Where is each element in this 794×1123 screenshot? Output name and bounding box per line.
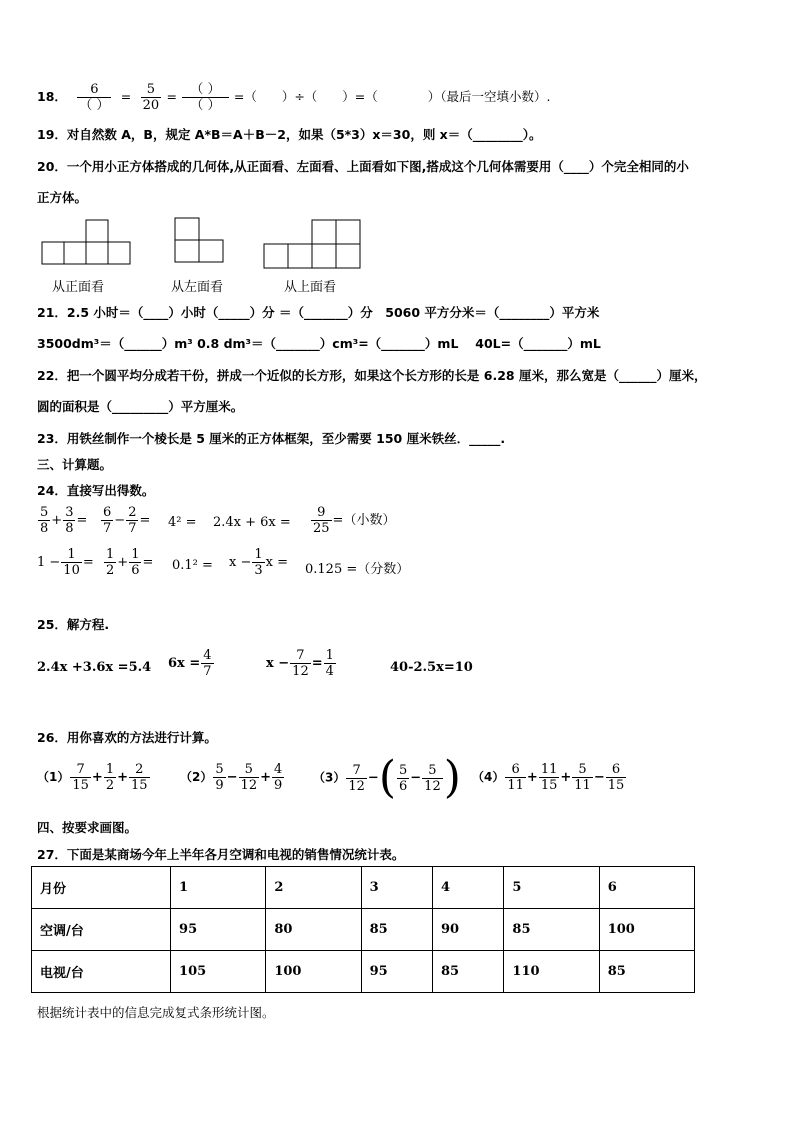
q18-fraction-3: $\frac{( )}{( )}$ xyxy=(182,82,228,113)
q26-p4: （4） $\frac{6}{11}$ + $\frac{11}{15}$ + $\frac{5}{11}$ − $\frac{6}{15}$ xyxy=(472,762,625,793)
q24-r1-item1: $\frac{5}{8}$ + $\frac{3}{8}$ = xyxy=(40,505,88,536)
top-view-label: 从上面看 xyxy=(284,280,337,295)
q19: 19．对自然数 A，B，规定 A*B＝A＋B－2，如果（5*3）x＝30，则 x＝（________）。 xyxy=(37,127,542,142)
q24-r1-item4: 2.4x + 6x = xyxy=(213,515,291,530)
q24-title: 24．直接写出得数。 xyxy=(37,483,155,498)
q25-eq2: 6x = $\frac{4}{7}$ xyxy=(168,648,212,679)
q22-line2: 圆的面积是（_________）平方厘米。 xyxy=(37,399,244,414)
left-view-label: 从左面看 xyxy=(171,280,224,295)
q25-eq1: 2.4x +3.6x =5.4 xyxy=(37,660,152,675)
q18-fraction-1: $\frac{6}{( )}$ xyxy=(79,82,110,113)
q23: 23．用铁丝制作一个棱长是 5 厘米的正方体框架，至少需要 150 厘米铁丝．_____. xyxy=(37,431,506,446)
q22-line1: 22．把一个圆平均分成若干份，拼成一个近似的长方形，如果这个长方形的长是 6.28 厘米，那么宽是（______）厘米， xyxy=(37,368,707,383)
q26-p3: （3） $\frac{7}{12}$ −( $\frac{5}{6}$ − $\frac{5}{12}$ ) xyxy=(313,752,461,803)
q20-line2: 正方体。 xyxy=(37,190,88,205)
q27-title: 27．下面是某商场今年上半年各月空调和电视的销售情况统计表。 xyxy=(37,847,405,862)
left-paren: ( xyxy=(378,752,396,803)
q21-line2: 3500dm³＝（______）m³ 0.8 dm³＝（_______）cm³=（_______）mL 40L=（_______）mL xyxy=(37,336,601,351)
section-3-heading: 三、计算题。 xyxy=(37,457,113,472)
table-row: 月份 1 2 3 4 5 6 xyxy=(32,867,695,909)
q24-r2-item4: x − $\frac{1}{3}$ x = xyxy=(229,547,288,578)
q18: 18． $\frac{6}{( )}$ = $\frac{5}{20}$ = $\frac{( )}{( )}$ =（ ）÷（ ）=（ ）（最后一空填小数）. xyxy=(37,82,551,113)
q26-p1: （1） $\frac{7}{15}$ + $\frac{1}{2}$ + $\frac{2}{15}$ xyxy=(37,762,148,793)
table-row: 空调/台 95 80 85 90 85 100 xyxy=(32,909,695,951)
section-4-heading: 四、按要求画图。 xyxy=(37,820,138,835)
sales-table xyxy=(31,866,695,993)
q24-r1-item5: $\frac{9}{25}$ =（小数） xyxy=(313,505,396,536)
q26-p2: （2） $\frac{5}{9}$ − $\frac{5}{12}$ + $\frac{4}{9}$ xyxy=(180,762,283,793)
q20-view-figures xyxy=(0,0,794,300)
q24-r1-item2: $\frac{6}{7}$ − $\frac{2}{7}$ = xyxy=(103,505,151,536)
q25-eq4: 40-2.5x=10 xyxy=(390,660,473,675)
q21-line1: 21．2.5 小时＝（____）小时（_____）分 ＝（_______）分 5060 平方分米＝（________）平方米 xyxy=(37,305,600,320)
q20-line1: 20．一个用小正方体搭成的几何体,从正面看、左面看、上面看如下图,搭成这个几何体需要用（____）个完全相同的小 xyxy=(37,159,689,174)
q24-r2-item3: 0.1² = xyxy=(172,558,213,573)
front-view-label: 从正面看 xyxy=(52,280,105,295)
right-paren: ) xyxy=(443,752,461,803)
q27-note: 根据统计表中的信息完成复式条形统计图。 xyxy=(37,1005,275,1020)
q26-title: 26．用你喜欢的方法进行计算。 xyxy=(37,730,217,745)
q24-r2-item5: 0.125 =（分数） xyxy=(305,562,410,577)
q24-r2-item2: $\frac{1}{2}$ + $\frac{1}{6}$ = xyxy=(106,547,154,578)
q25-eq3: x − $\frac{7}{12}$ = $\frac{1}{4}$ xyxy=(266,648,334,679)
table-row: 电视/台 105 100 95 85 110 85 xyxy=(32,951,695,993)
q24-r2-item1: 1 − $\frac{1}{10}$ = xyxy=(37,547,94,578)
q24-r1-item3: 4² = xyxy=(168,515,197,530)
q25-title: 25．解方程. xyxy=(37,617,110,632)
q18-fraction-2: $\frac{5}{20}$ xyxy=(142,82,160,113)
